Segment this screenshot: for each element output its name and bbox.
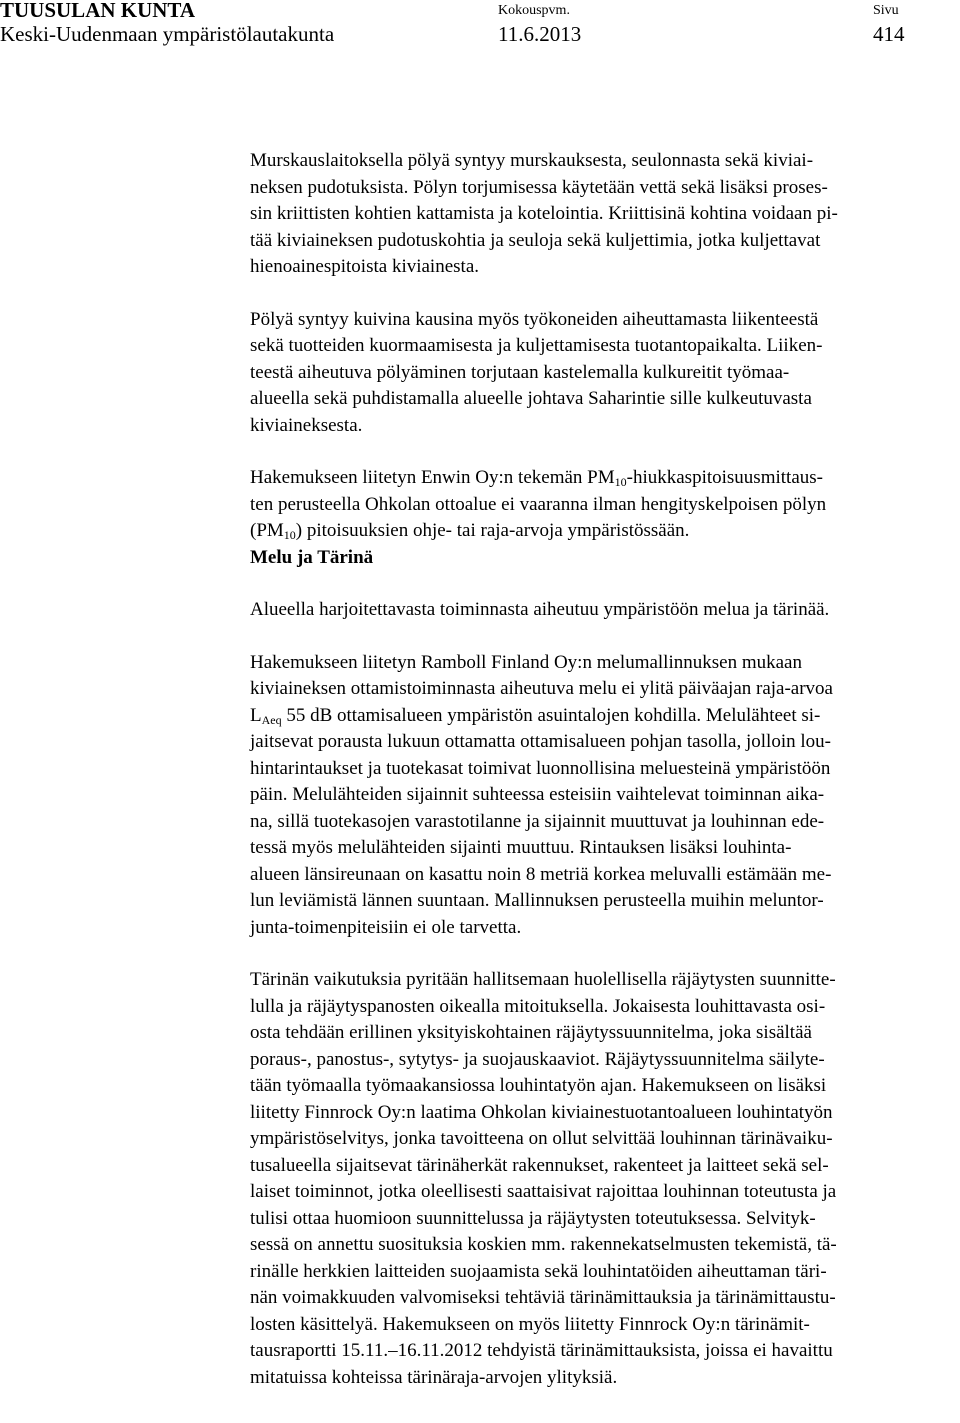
document-body	[250, 148, 956, 1391]
paragraph-vibration-control: Tärinän vaikutuksia pyritään hallitsemaan huolellisella räjäytysten suunnitte- lulla ja räjäytyspanosten oikealla mitoituksella. Jokaisesta louhittavasta osi- osta tehdään erillinen yksityiskohtainen räjäytyssuunnitelma, joka sisältää poraus-, panostus-, sytytys- ja suojauskaaviot. Räjäytyssuunnitelma säilyte- tään työmaalla työmaakansiossa louhintatyön ajan. Hakemukseen on lisäksi liitetty Finnrock Oy:n laatima Ohkolan kiviainestuotantoalueen louhintatyön ympäristöselvitys, jonka tavoitteena on ollut selvittää louhinnan tärinävaiku- tusalueella sijaitsevat tärinäherkät rakennukset, rakenteet ja laitteet sekä sel- laiset toiminnot, jotka oleellisesti saattaisivat rajoittaa louhinnan toteutusta ja tulisi ottaa huomioon suunnittelussa ja räjäytysten toteutuksessa. Selvityk- sessä on annettu suosituksia koskien mm. rakennekatselmusten tekemistä, tä- rinälle herkkien laitteiden suojaamista sekä louhintatöiden aiheuttaman täri- nän voimakkuuden valvomiseksi tehtäviä tärinämittauksia ja tärinämittaustu- losten käsittelyä. Hakemukseen on myös liitetty Finnrock Oy:n tärinämit- tausraportti 15.11.–16.11.2012 tehdyistä tärinämittauksista, joissa ei havaittu mitatuissa kohteissa tärinäraja-arvojen ylityksiä.	[250, 969, 837, 1388]
organization-name: TUUSULAN KUNTA	[0, 0, 196, 22]
laeq-subscript: Aeq	[261, 712, 282, 727]
paragraph-noise-modelling	[250, 650, 956, 942]
paragraph-noise-vibration-intro: Alueella harjoitettavasta toiminnasta aiheutuu ympäristöön melua ja tärinää.	[250, 599, 830, 620]
pm10-subscript-2: 10	[283, 528, 296, 542]
noise-text-part-2: 55 dB ottamisalueen ympäristön asuintalojen kohdilla. Melulähteet si- jaitsevat porausta lukuun ottamatta ottamisalueen pohjan tasolla, jolloin lou- hintarintaukset ja tuotekasat toimivat luonnollisina meluesteinä ympäristöön päin. Melulähteiden sijainnit suhteessa esteisiin vaihtelevat toiminnan aika- na, sillä tuotekasojen varastotilanne ja sijainnit muuttuvat ja louhinnan ede- tessä myös melulähteiden sijainti muuttuu. Rintauksen lisäksi louhinta- alueen länsireunaan on kasattu noin 8 metriä korkea meluvalli estämään me- lun leviämistä lännen suuntaan. Mallinnuksen perusteella muihin meluntor- junta-toimenpiteisiin ei ole tarvetta.	[250, 704, 832, 938]
page-header	[0, 0, 960, 60]
page-label: Sivu	[873, 3, 899, 18]
paragraph-crushing-dust: Murskauslaitoksella pölyä syntyy murskauksesta, seulonnasta sekä kiviai- neksen pudotuksista. Pölyn torjumisessa käytetään vettä sekä lisäksi proses- sin kriittisten kohtien kattamista ja kotelointia. Kriittisinä kohtina voidaan pi- tää kiviaineksen pudotuskohtia ja seuloja sekä kuljettimia, jotka kuljettavat hienoainespitoista kiviainesta.	[250, 150, 838, 277]
meeting-date: 11.6.2013	[498, 22, 582, 46]
board-name: Keski-Uudenmaan ympäristölautakunta	[0, 22, 335, 46]
paragraph-traffic-dust: Pölyä syntyy kuivina kausina myös työkoneiden aiheuttamasta liikenteestä sekä tuotteiden kuormaamisesta ja kuljettamisesta tuotantopaikalta. Liiken- teestä aiheutuva pölyäminen torjutaan kastelemalla kulkureitit työmaa- alueella sekä puhdistamalla alueelle johtava Saharintie sille kulkeutuvasta kiviaineksesta.	[250, 308, 823, 436]
meeting-date-label: Kokouspvm.	[498, 3, 570, 18]
pm10-text-part-2: -hiukkaspitoisuusmittaus- ten perusteella Ohkolan ottoalue ei vaaranna ilman hengityskelpoisen pölyn (PM	[250, 467, 827, 541]
pm10-text-part-1: Hakemukseen liitetyn Enwin Oy:n tekemän PM	[250, 467, 615, 488]
paragraph-pm10-measurement	[250, 465, 956, 545]
section-heading-noise-vibration: Melu ja Tärinä	[250, 546, 374, 568]
page-number: 414	[873, 22, 905, 46]
noise-text-part-1: Hakemukseen liitetyn Ramboll Finland Oy:n melumallinnuksen mukaan kiviaineksen ottamistoiminnasta aiheutuva melu ei ylitä päiväajan raja-arvoa L	[250, 651, 833, 726]
pm10-text-part-3: ) pitoisuuksien ohje- tai raja-arvoja ympäristössään.	[295, 520, 690, 541]
pm10-subscript-1: 10	[614, 475, 627, 489]
